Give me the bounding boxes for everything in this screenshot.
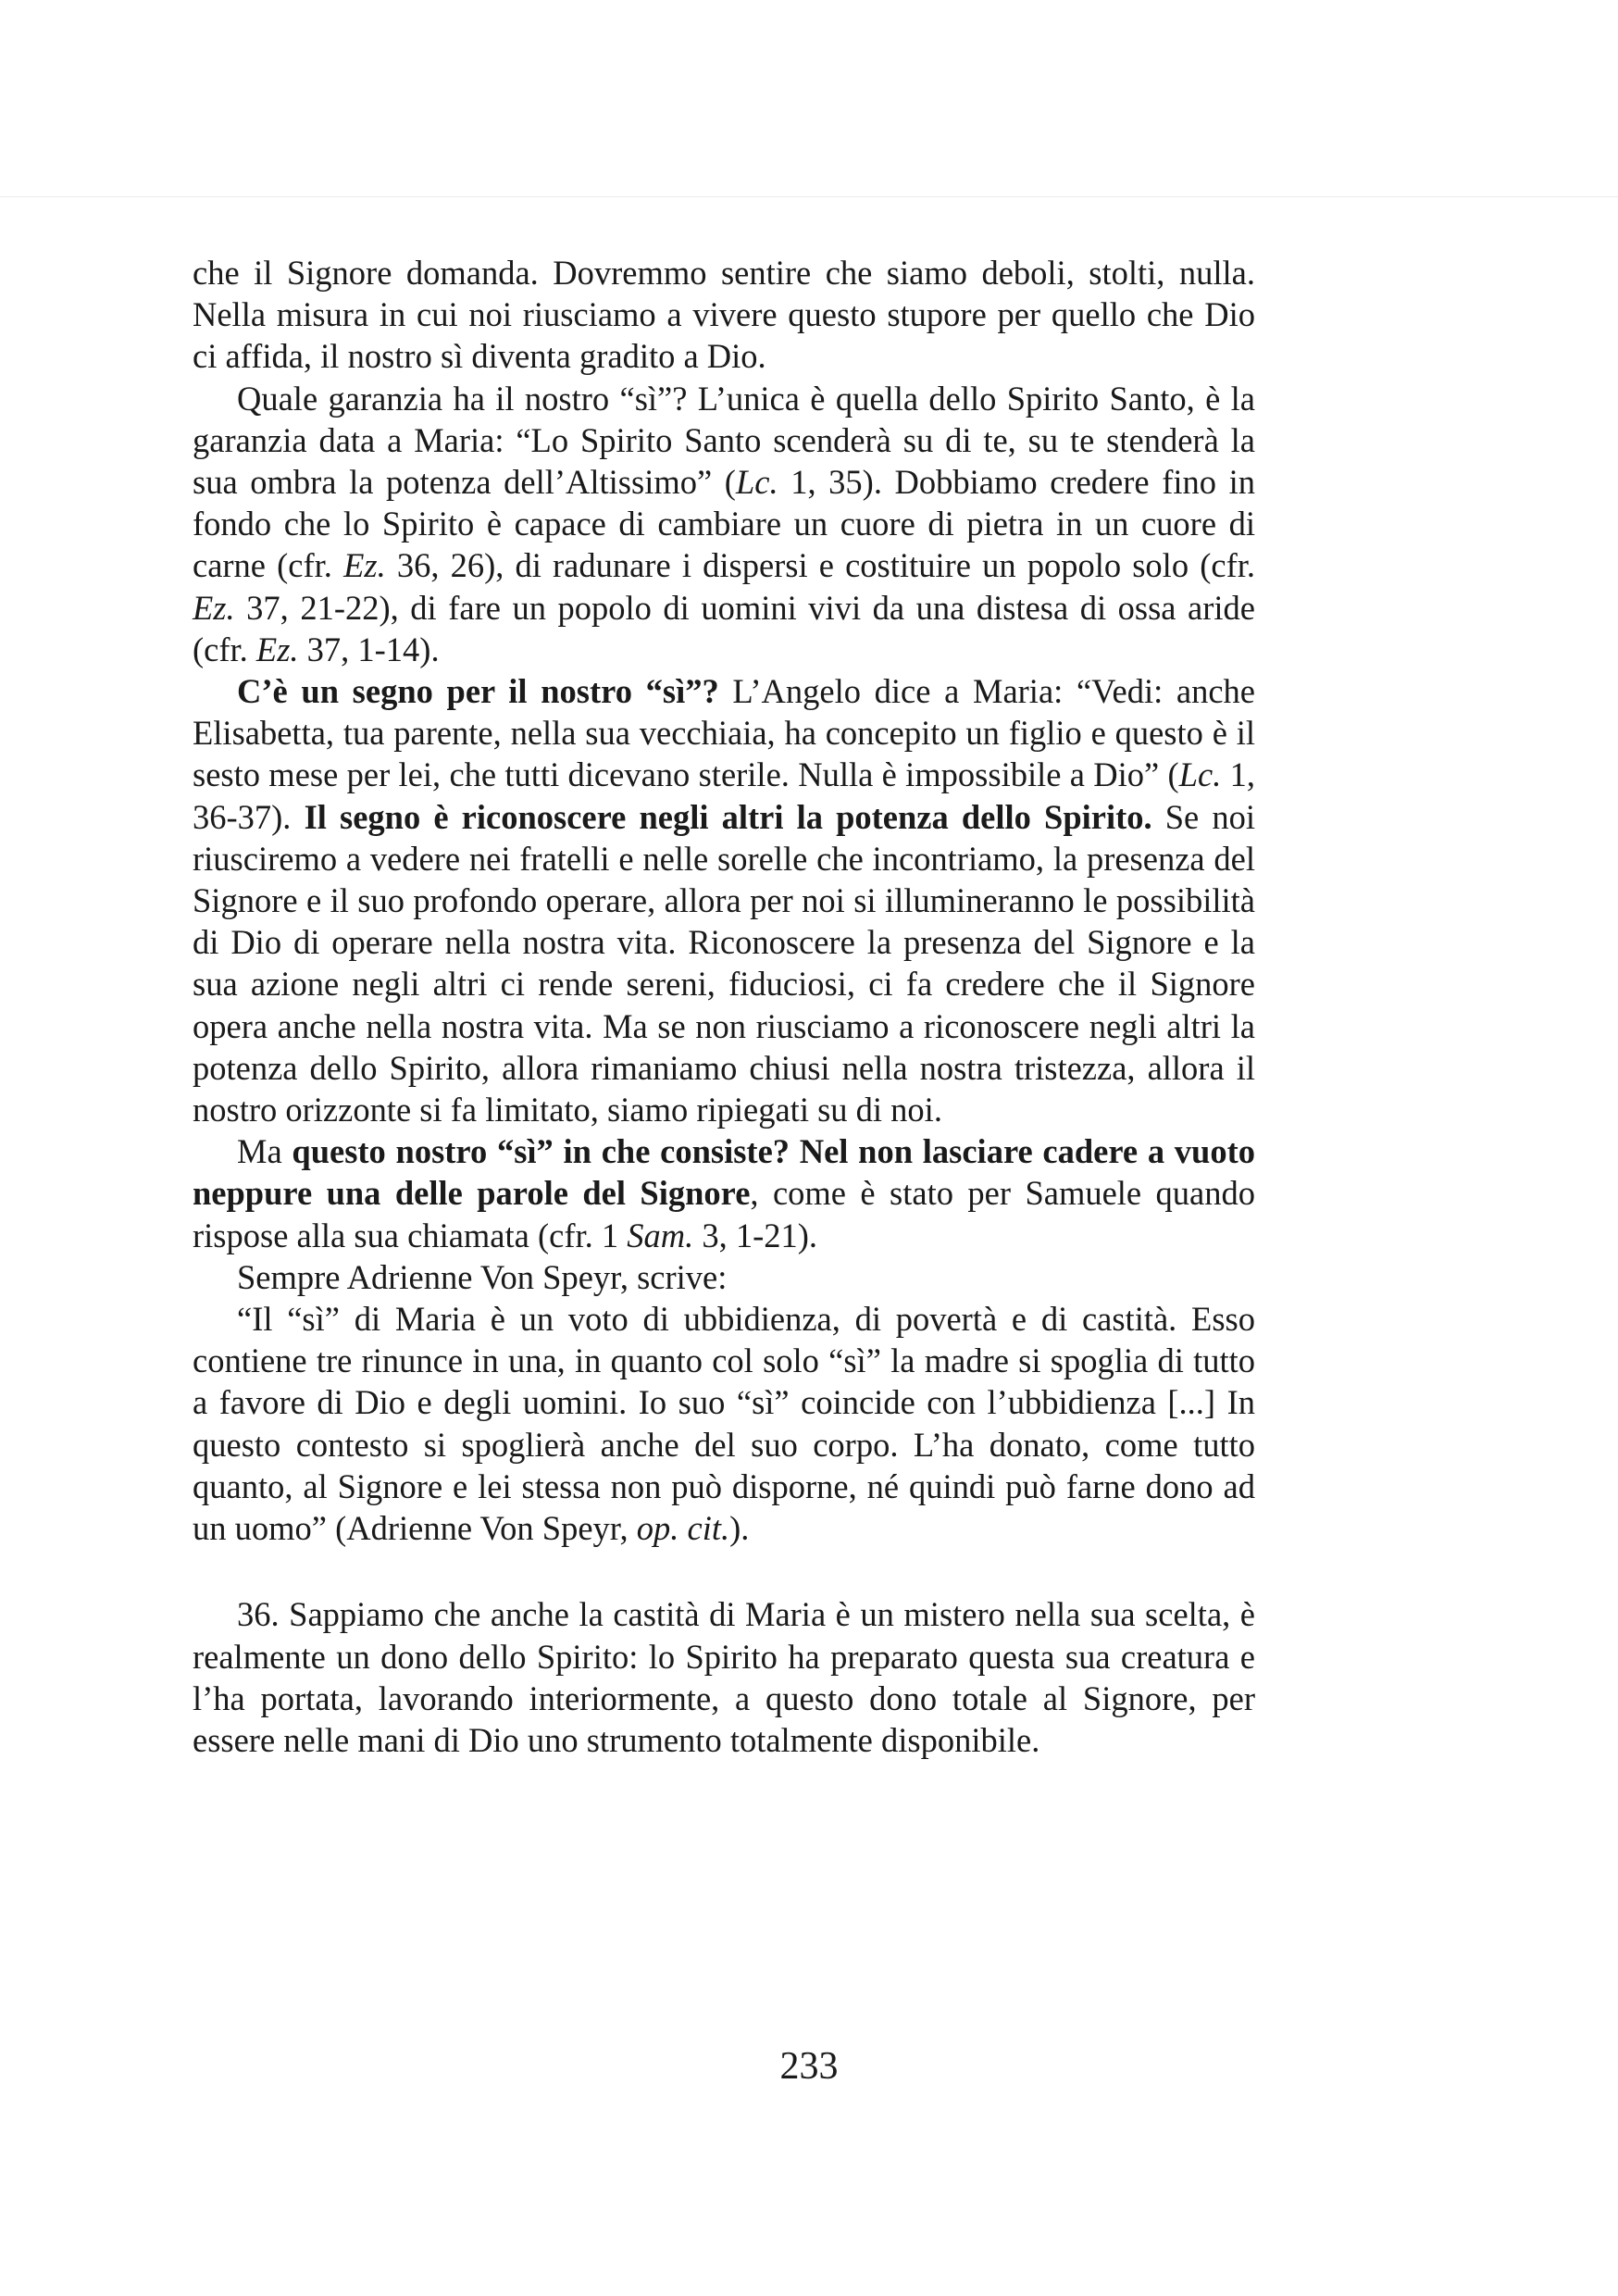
text-run: , come è stato per Samuele quando rispose alla sua chiamata (cfr. 1 [193,1174,1255,1254]
text-run: 37, 1-14). [298,630,440,668]
text-run: 36. Sappiamo che anche la castità di Maria è un mistero nella sua scelta, è realmente un dono dello Spirito: lo Spirito ha preparato questa sua creatura e l’ha portata, lavorando interiormente, a questo dono totale al Signore, per essere nelle mani di Dio uno strumento totalmente disponibile. [193,1595,1255,1759]
italic-citation: Lc. [1178,755,1222,794]
text-run: Ma [237,1132,292,1171]
bold-text: questo nostro “sì” in che consiste? Nel non lasciare cadere a vuoto neppure una delle parole del Signore [193,1132,1256,1213]
text-run: 1, 36-37). [193,755,1255,836]
italic-citation: Lc. [735,463,778,502]
page-number: 233 [779,2045,839,2088]
bold-text: Il segno è riconoscere negli altri la potenza dello Spirito. [304,797,1152,836]
italic-citation: Ez. [343,546,386,585]
text-run: ). [729,1509,750,1548]
paragraph [193,1130,1255,1256]
italic-citation: op. cit. [636,1509,730,1548]
italic-citation: Sam. [627,1216,694,1254]
text-run: 36, 26), di radunare i dispersi e costituire un popolo solo (cfr. [385,546,1255,585]
paragraph [193,1593,1255,1761]
paragraph [193,252,1255,378]
paragraph [193,670,1255,1130]
italic-citation: Ez. [193,588,235,627]
bold-text: C’è un segno per il nostro “sì”? [237,672,719,711]
text-run: che il Signore domanda. Dovremmo sentire che siamo deboli, stolti, nulla. Nella misura in cui noi riusciamo a vivere questo stupore per quello che Dio ci affida, il nostro sì diventa gradito a Dio. [193,254,1255,376]
text-run: L’Angelo dice a Maria: “Vedi: anche Elisabetta, tua parente, nella sua vecchiaia, ha concepito un figlio e questo è il sesto mese per lei, che tutti dicevano sterile. Nulla è impossibile a Dio” ( [193,672,1256,794]
paragraph [193,1298,1255,1549]
italic-citation: Ez. [255,630,299,668]
text-run: 1, 35). Dobbiamo credere fino in fondo che lo Spirito è capace di cambiare un cuore di pietra in un cuore di carne (cfr. [193,463,1256,585]
text-run: Se noi riusciremo a vedere nei fratelli e nelle sorelle che incontriamo, la presenza del Signore e il suo profondo operare, allora per noi si illumineranno le possibilità di Dio di operare nella nostra vita. Riconoscere la presenza del Signore e la sua azione negli altri ci rende sereni, fiduciosi, ci fa credere che il Signore opera anche nella nostra vita. Ma se non riusciamo a riconoscere negli altri la potenza dello Spirito, allora rimaniamo chiusi nella nostra tristezza, allora il nostro orizzonte si fa limitato, siamo ripiegati su di noi. [193,797,1256,1129]
text-run: “Il “sì” di Maria è un voto di ubbidienza, di povertà e di castità. Esso contiene tre rinunce in una, in quanto col solo “sì” la madre si spoglia di tutto a favore di Dio e degli uomini. Io suo “sì” coincide con l’ubbidienza [...] In questo contesto si spoglierà anche del suo corpo. L’ha donato, come tutto quanto, al Signore e lei stessa non può disporne, né quindi può farne dono ad un uomo” (Adrienne Von Speyr, [193,1300,1255,1548]
text-run: 37, 21-22), di fare un popolo di uomini vivi da una distesa di ossa aride (cfr. [193,588,1255,668]
body-text [193,252,1255,1761]
scan-edge-line [0,196,1618,197]
text-run: 3, 1-21). [693,1216,818,1254]
text-run: Sempre Adrienne Von Speyr, scrive: [237,1257,728,1296]
text-run: Quale garanzia ha il nostro “sì”? L’unica è quella dello Spirito Santo, è la garanzia data a Maria: “Lo Spirito Santo scenderà su di te, su te stenderà la sua ombra la potenza dell’Altissimo” ( [193,379,1255,502]
paragraph [193,378,1255,670]
paragraph [193,1256,1255,1298]
